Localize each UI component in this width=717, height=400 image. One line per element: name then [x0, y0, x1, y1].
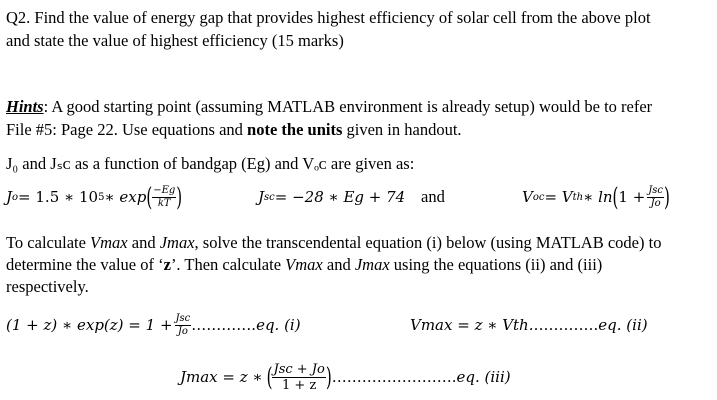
hints-text-2b: given in handout. [342, 120, 462, 139]
jsc-sub: sc [264, 191, 275, 203]
calc-text-2b: ’. Then calculate [170, 255, 286, 274]
hints-line-1 [6, 97, 652, 117]
hints-label: Hints [6, 97, 44, 116]
voc-sub: oc [532, 191, 545, 203]
hints-text: : A good starting point (assuming MATLAB environment is already setup) would be to refer [43, 97, 653, 116]
vmax-term-2: Vmax [285, 255, 323, 274]
equation-ii [410, 308, 648, 342]
close-paren: ) [176, 181, 183, 213]
jo-exp-fn: ∗ exp [104, 188, 147, 206]
open-paren: ( [612, 181, 619, 213]
jsc-rhs: = −28 ∗ Eg + 74 [274, 188, 406, 206]
calc-line-3: respectively. [6, 277, 89, 296]
jo-symbol: J [6, 188, 13, 206]
calc-text-1c: , solve the transcendental equation (i) below (using MATLAB code) to [194, 233, 662, 252]
calc-text-1b: and [127, 233, 160, 252]
jsc-equation [258, 180, 405, 214]
close-paren: ) [664, 181, 670, 213]
jo-numerator: −Eg [153, 184, 176, 196]
jo-sub: o [12, 191, 19, 203]
jo-equation [6, 180, 182, 214]
voc-vth: = V [544, 188, 573, 206]
jsc-symbol: J [258, 188, 265, 206]
jmax-term: Jmax [159, 233, 195, 252]
calc-line-1 [6, 233, 661, 253]
jo-denominator: kT [157, 197, 171, 209]
equation-iii [180, 356, 511, 398]
eq-iii-lhs: Jmax = z ∗ [180, 368, 263, 386]
eq-i-dots: …………. [191, 316, 257, 334]
z-term: z [163, 255, 171, 274]
eq-ii-label: eq. (ii) [598, 316, 648, 334]
eq-i-lhs: (1 + z) ∗ exp(z) = 1 + [6, 316, 173, 334]
eq-iii-label: eq. (iii) [456, 368, 511, 386]
calc-text-1a: To calculate [6, 233, 91, 252]
eq-iii-denominator: 1 + z [282, 377, 317, 393]
voc-one: 1 + [618, 188, 646, 206]
eq-i-fraction [175, 314, 192, 337]
given-line: J₀ and Jₛᴄ as a function of bandgap (Eg) and Vₒᴄ are given as: [6, 154, 415, 173]
eq-ii-text: Vmax = z ∗ Vth. [410, 316, 534, 334]
calc-text-2c: using the equations (ii) and (iii) [389, 255, 603, 274]
and-word: and [421, 187, 445, 206]
eq-ii-dots: …………. [533, 316, 599, 334]
open-paren: ( [146, 181, 153, 213]
close-paren: ) [325, 361, 332, 393]
eq-i-denominator: Jo [177, 325, 188, 337]
question-line-1: Q2. Find the value of energy gap that provides highest efficiency of solar cell from the above plot [6, 8, 651, 27]
hints-text-2a: File #5: Page 22. Use equations and [6, 120, 248, 139]
calc-line-2 [6, 255, 602, 275]
equation-i [6, 308, 301, 342]
question-line-2: and state the value of highest efficiency (15 marks) [6, 31, 344, 50]
hints-bold: note the units [247, 120, 343, 139]
jo-coef: = 1.5 ∗ 10 [18, 188, 99, 206]
calc-text-2a: determine the value of ‘ [6, 255, 164, 274]
voc-numerator: Jsc [648, 184, 664, 196]
voc-fraction [647, 186, 664, 209]
jo-exponent: 5 [98, 191, 105, 203]
jo-fraction [152, 186, 176, 209]
vmax-term: Vmax [90, 233, 128, 252]
voc-vth-sub: th [572, 191, 584, 203]
jmax-term-2: Jmax [354, 255, 390, 274]
voc-ln: ∗ ln [583, 188, 613, 206]
eq-iii-numerator: Jsc + Jo [273, 361, 325, 377]
eq-iii-fraction [272, 363, 325, 392]
voc-symbol: V [522, 188, 533, 206]
eq-i-label: eq. (i) [256, 316, 301, 334]
voc-equation [522, 180, 670, 214]
voc-denominator: Jo [650, 197, 661, 209]
eq-iii-dots: ……………………. [331, 368, 457, 386]
open-paren: ( [266, 361, 273, 393]
calc-text-and: and [322, 255, 355, 274]
eq-i-numerator: Jsc [175, 312, 191, 324]
hints-line-2 [6, 120, 462, 140]
